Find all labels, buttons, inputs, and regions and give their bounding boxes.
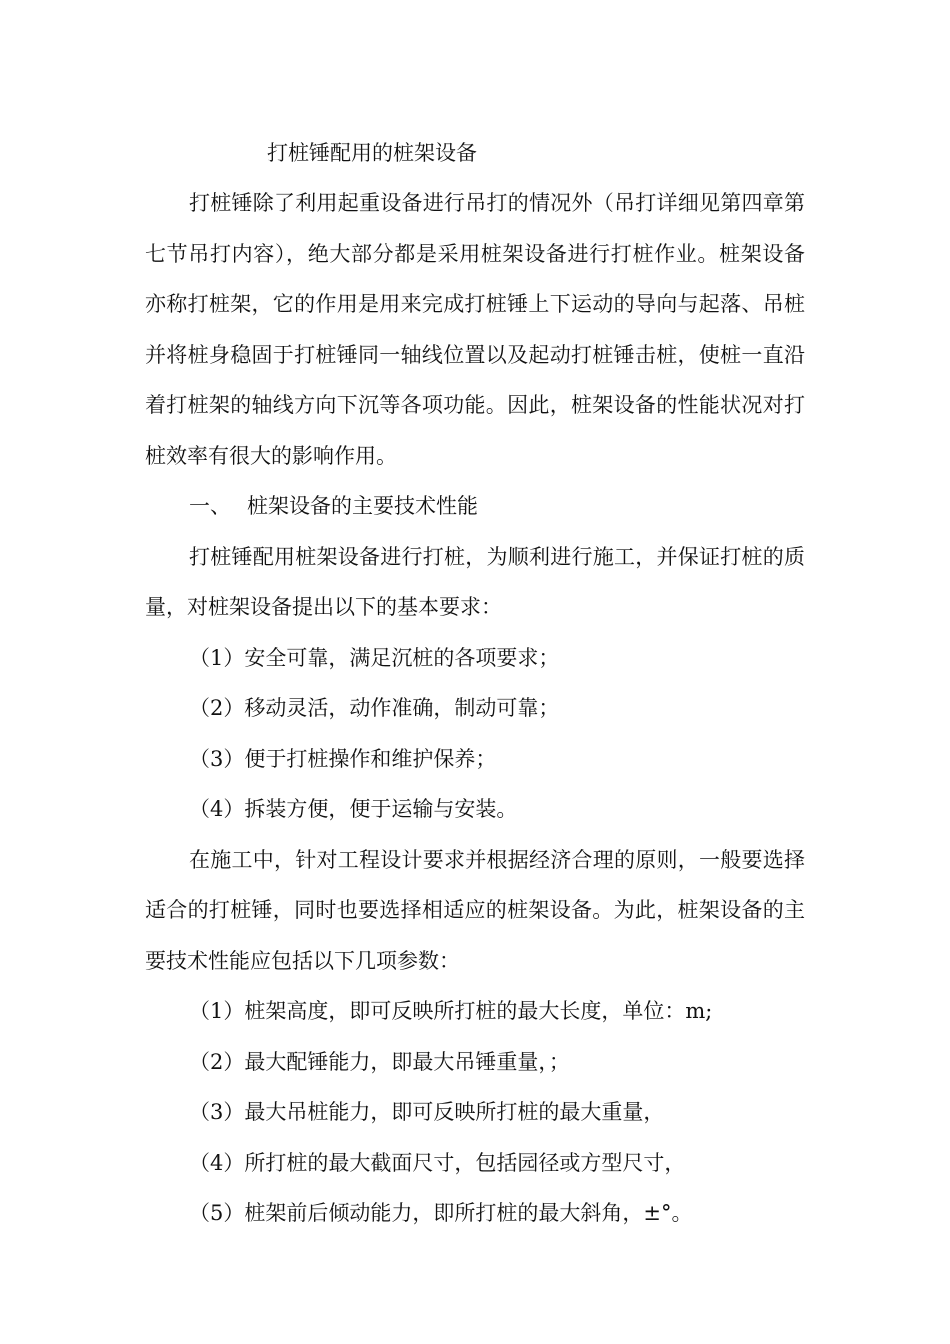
section-heading-text: 桩架设备的主要技术性能 — [247, 494, 478, 518]
requirement-item: （2）移动灵活，动作准确，制动可靠； — [189, 696, 560, 720]
parameter-item: （4）所打桩的最大截面尺寸，包括园径或方型尺寸， — [189, 1150, 686, 1175]
section-number: 一、 — [189, 494, 231, 518]
parameter-item: （5）桩架前后倾动能力，即所打桩的最大斜角，±°。 — [189, 1201, 693, 1225]
requirement-item: （3）便于打桩操作和维护保养； — [189, 746, 497, 771]
section-heading — [145, 481, 805, 532]
parameter-item: （1）桩架高度，即可反映所打桩的最大长度，单位：m; — [189, 999, 713, 1023]
requirement-item: （4）拆装方便，便于运输与安装。 — [189, 797, 518, 821]
parameter-item: （2）最大配锤能力，即最大吊锤重量，； — [189, 1049, 570, 1074]
document-title: 打桩锤配用的桩架设备 — [267, 141, 477, 165]
intro-paragraph: 打桩锤除了利用起重设备进行吊打的情况外（吊打详细见第四章第七节吊打内容），绝大部分都是采用桩架设备进行打桩作业。桩架设备亦称打桩架，它的作用是用来完成打桩锤上下运动的导向与起落、吊桩并将桩身稳固于打桩锤同一轴线位置以及起动打桩锤击桩，使桩一直沿着打桩架的轴线方向下沉等各项功能。因此，桩架设备的性能状况对打桩效率有很大的影响作用。 — [145, 191, 805, 468]
document-body — [145, 128, 805, 1239]
requirements-intro-paragraph: 打桩锤配用桩架设备进行打桩，为顺利进行施工，并保证打桩的质量，对桩架设备提出以下的基本要求： — [145, 544, 805, 619]
requirement-item: （1）安全可靠，满足沉桩的各项要求； — [189, 645, 560, 670]
parameter-item: （3）最大吊桩能力，即可反映所打桩的最大重量， — [189, 1100, 665, 1124]
parameters-intro-paragraph: 在施工中，针对工程设计要求并根据经济合理的原则，一般要选择适合的打桩锤，同时也要选择相适应的桩架设备。为此，桩架设备的主要技术性能应包括以下几项参数： — [145, 847, 805, 973]
